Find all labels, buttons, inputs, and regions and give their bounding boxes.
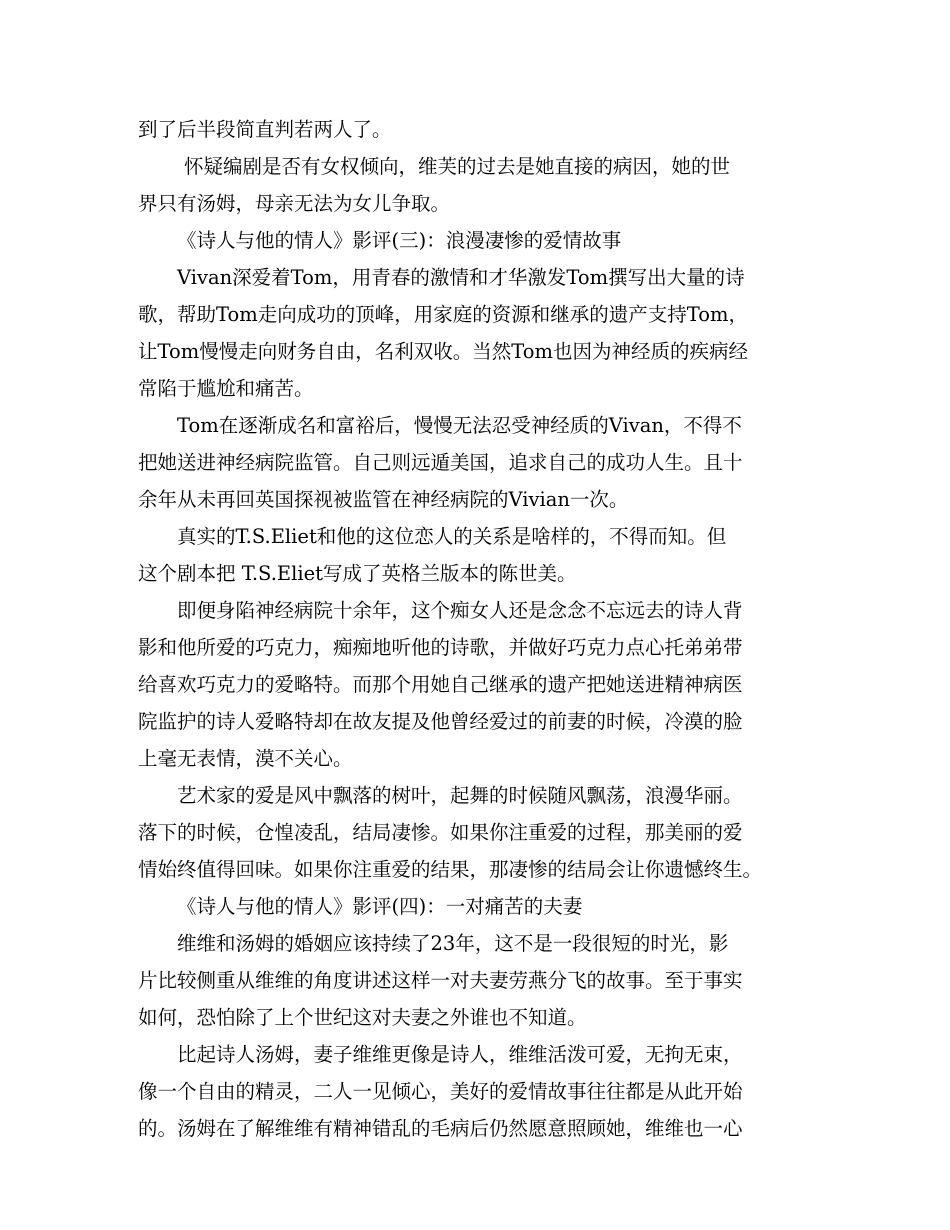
text-line: 上毫无表情，漠不关心。 bbox=[138, 747, 353, 770]
text-line: 让Tom慢慢走向财务自由，名利双收。当然Tom也因为神经质的疾病经 bbox=[138, 340, 748, 363]
text-line: 院监护的诗人爱略特却在故友提及他曾经爱过的前妻的时候，冷漠的脸 bbox=[138, 710, 743, 733]
text-line: 片比较侧重从维维的角度讲述这样一对夫妻劳燕分飞的故事。至于事实 bbox=[138, 969, 743, 992]
text-line: 界只有汤姆，母亲无法为女儿争取。 bbox=[138, 192, 451, 215]
text-line: 即便身陷神经病院十余年，这个痴女人还是念念不忘远去的诗人背 bbox=[177, 599, 743, 622]
text-line: Tom在逐渐成名和富裕后，慢慢无法忍受神经质的Vivan，不得不 bbox=[177, 414, 742, 437]
text-line: 如何，恐怕除了上个世纪这对夫妻之外谁也不知道。 bbox=[138, 1006, 587, 1029]
text-line: 把她送进神经病院监管。自己则远遁美国，追求自己的成功人生。且十 bbox=[138, 451, 743, 474]
text-line: 落下的时候，仓惶凌乱，结局凄惨。如果你注重爱的过程，那美丽的爱 bbox=[138, 821, 743, 844]
text-line: 比起诗人汤姆，妻子维维更像是诗人，维维活泼可爱，无拘无束， bbox=[177, 1043, 743, 1066]
text-line: 维维和汤姆的婚姻应该持续了23年，这不是一段很短的时光，影 bbox=[177, 932, 729, 955]
text-line: 常陷于尴尬和痛苦。 bbox=[138, 377, 314, 400]
text-line: 《诗人与他的情人》影评(三)：浪漫凄惨的爱情故事 bbox=[177, 229, 622, 252]
text-line: 《诗人与他的情人》影评(四)：一对痛苦的夫妻 bbox=[177, 895, 583, 918]
text-line: Vivan深爱着Tom，用青春的激情和才华激发Tom撰写出大量的诗 bbox=[177, 266, 745, 289]
text-line: 怀疑编剧是否有女权倾向，维芙的过去是她直接的病因，她的世 bbox=[184, 155, 731, 178]
text-line: 的。汤姆在了解维维有精神错乱的毛病后仍然愿意照顾她，维维也一心 bbox=[138, 1117, 743, 1140]
text-line: 情始终值得回味。如果你注重爱的结果，那凄惨的结局会让你遗憾终生。 bbox=[138, 858, 763, 881]
text-line: 真实的T.S.Eliet和他的这位恋人的关系是啥样的，不得而知。但 bbox=[177, 525, 727, 548]
text-line: 到了后半段简直判若两人了。 bbox=[138, 118, 392, 141]
article-body bbox=[138, 111, 828, 1147]
text-line: 余年从未再回英国探视被监管在神经病院的Vivian一次。 bbox=[138, 488, 629, 511]
text-line: 给喜欢巧克力的爱略特。而那个用她自己继承的遗产把她送进精神病医 bbox=[138, 673, 743, 696]
text-line: 影和他所爱的巧克力，痴痴地听他的诗歌，并做好巧克力点心托弟弟带 bbox=[138, 636, 743, 659]
text-line: 这个剧本把 T.S.Eliet写成了英格兰版本的陈世美。 bbox=[138, 562, 577, 585]
text-line: 像一个自由的精灵，二人一见倾心，美好的爱情故事往往都是从此开始 bbox=[138, 1080, 743, 1103]
text-line: 艺术家的爱是风中飘落的树叶，起舞的时候随风飘荡，浪漫华丽。 bbox=[177, 784, 743, 807]
text-line: 歌，帮助Tom走向成功的顶峰，用家庭的资源和继承的遗产支持Tom， bbox=[138, 303, 748, 326]
